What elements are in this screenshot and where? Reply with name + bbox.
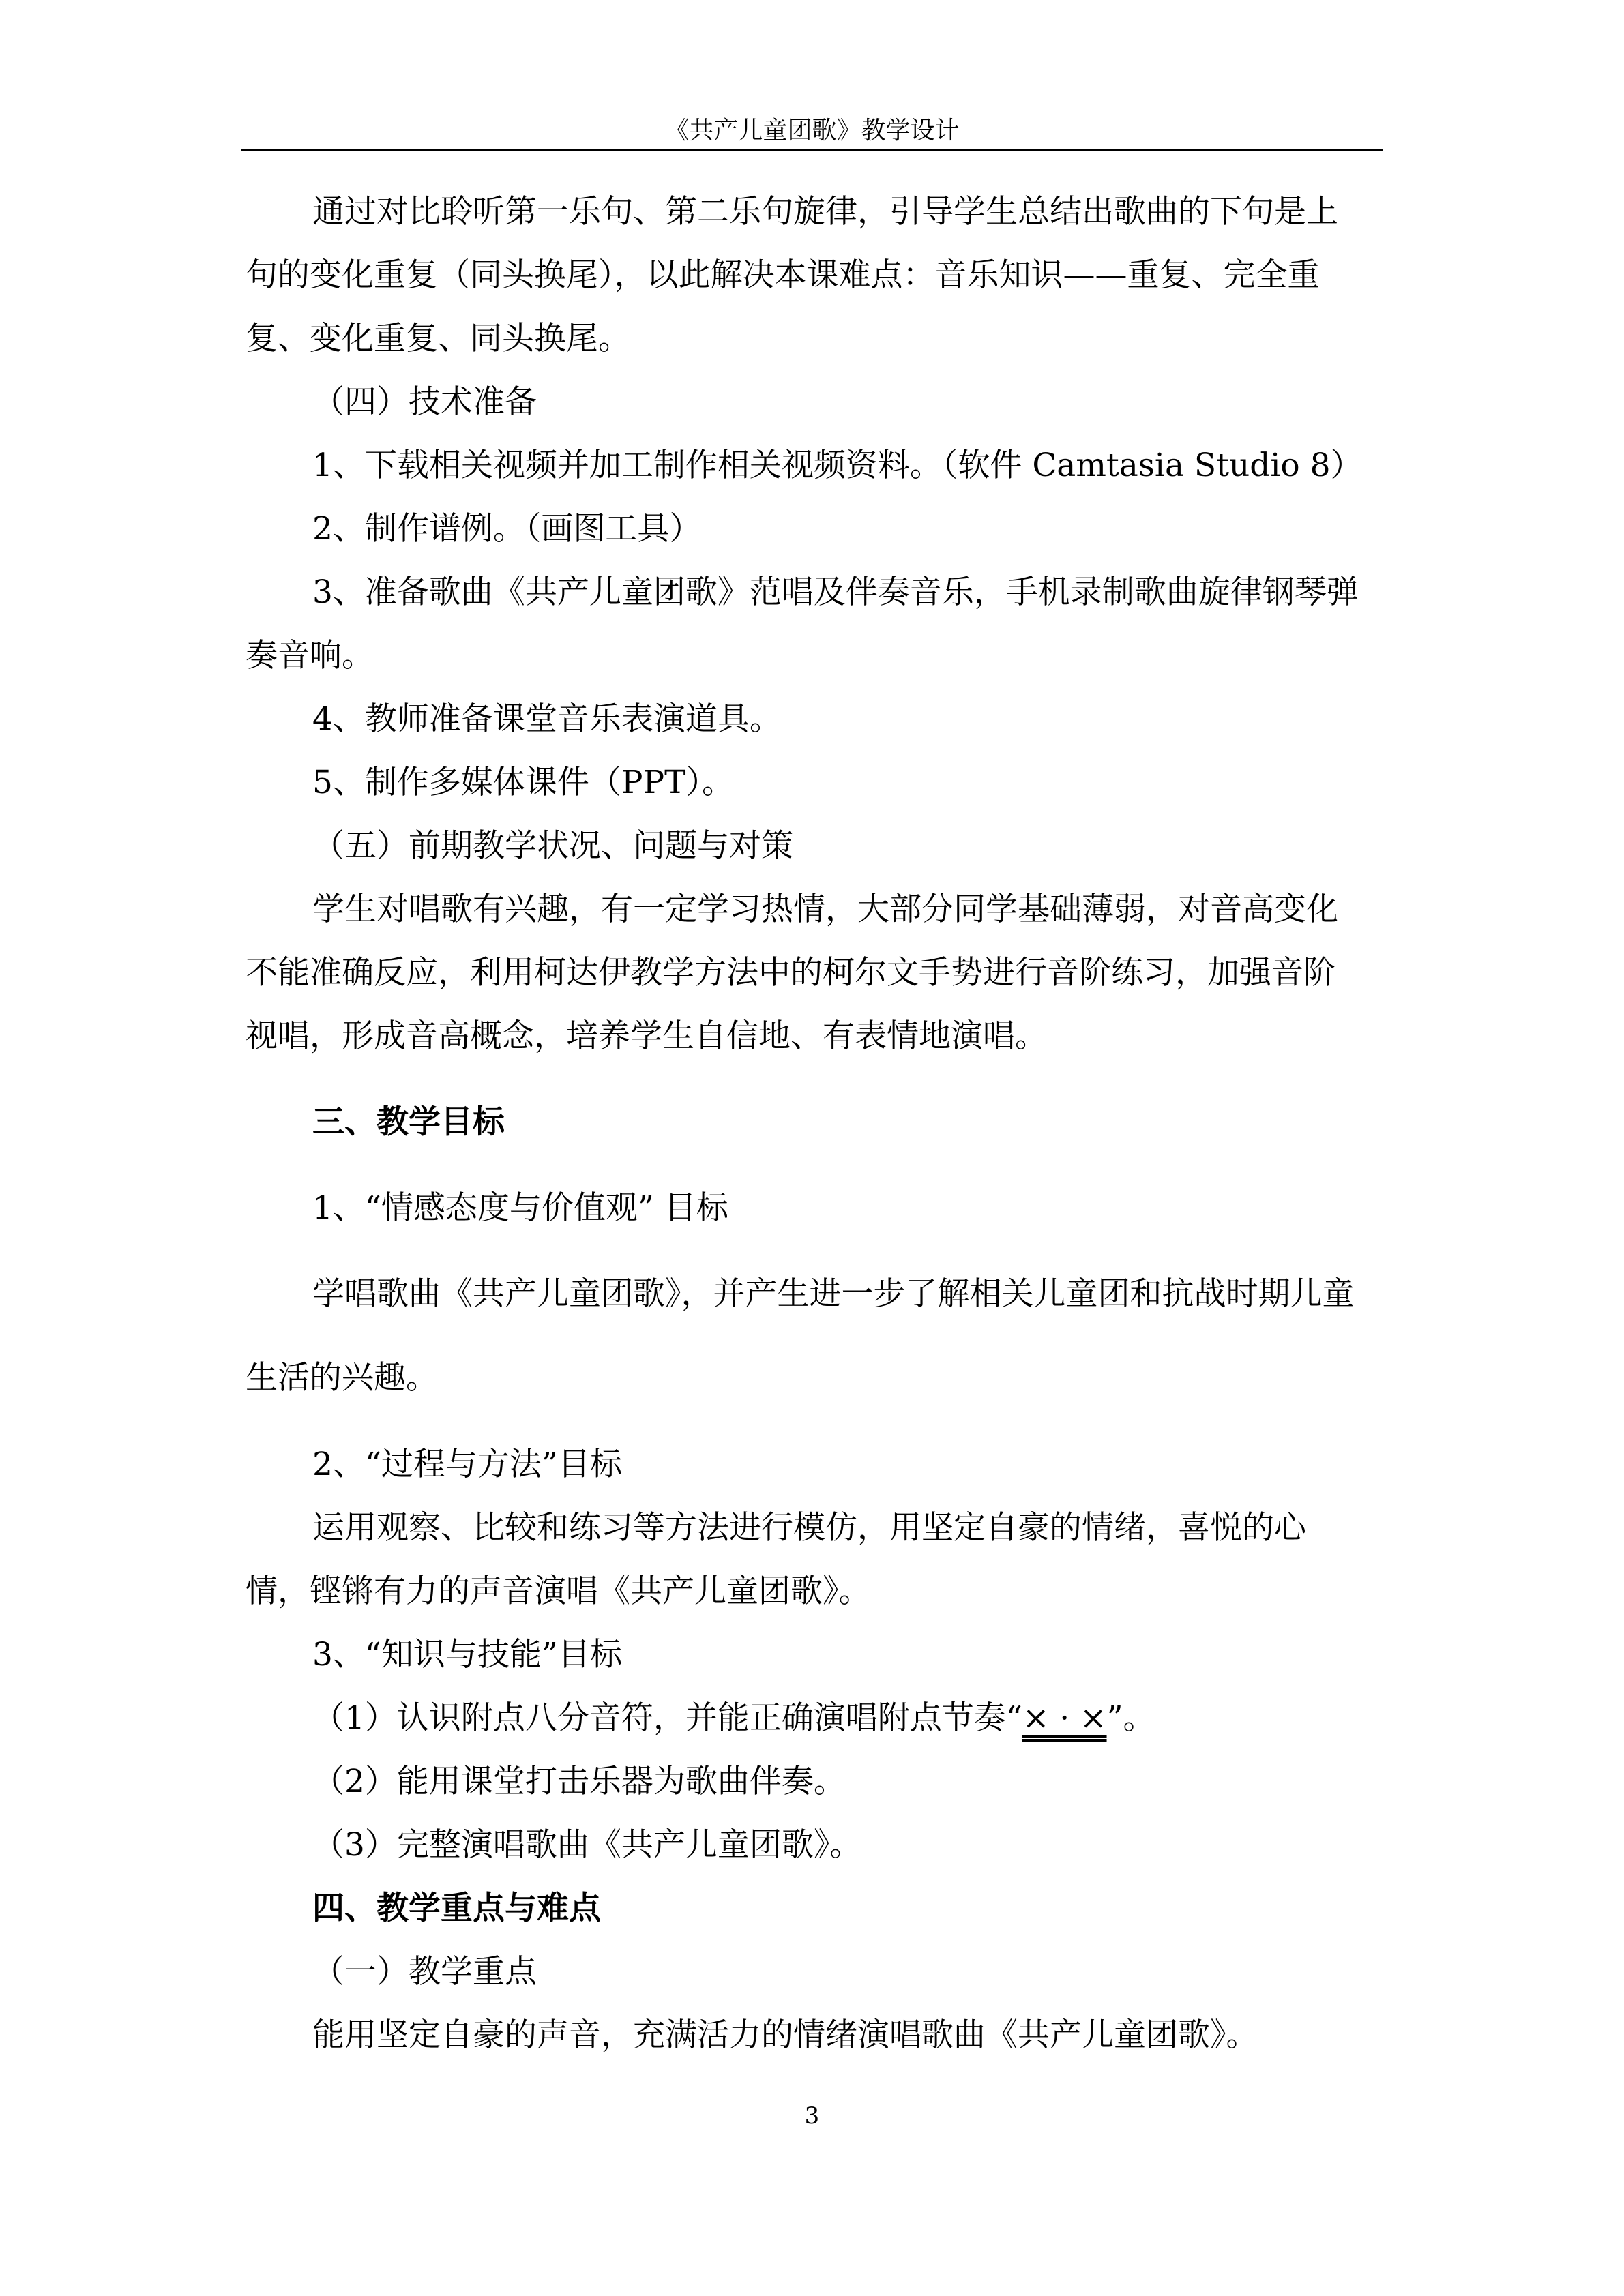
section-heading: 三、教学目标 bbox=[312, 1103, 505, 1141]
subsection-heading: （四）技术准备 bbox=[312, 383, 537, 421]
goal-item: （2）能用课堂打击乐器为歌曲伴奏。 bbox=[312, 1763, 846, 1800]
paragraph-line: 运用观察、比较和练习等方法进行模仿，用坚定自豪的情绪，喜悦的心 bbox=[312, 1509, 1306, 1547]
paragraph-line: 复、变化重复、同头换尾。 bbox=[246, 320, 630, 357]
paragraph-line: 通过对比聆听第一乐句、第二乐句旋律，引导学生总结出歌曲的下句是上 bbox=[312, 193, 1338, 230]
paragraph-line: 句的变化重复（同头换尾），以此解决本课难点：音乐知识——重复、完全重 bbox=[246, 256, 1320, 294]
paragraph-line: 不能准确反应，利用柯达伊教学方法中的柯尔文手势进行音阶练习，加强音阶 bbox=[246, 954, 1335, 992]
goal-heading: 3、“知识与技能”目标 bbox=[312, 1636, 622, 1673]
list-item: 1、下载相关视频并加工制作相关视频资料。（软件 Camtasia Studio 8） bbox=[312, 447, 1363, 484]
goal-heading: 2、“过程与方法”目标 bbox=[312, 1446, 622, 1483]
list-item: 4、教师准备课堂音乐表演道具。 bbox=[312, 700, 782, 738]
paragraph-line: 生活的兴趣。 bbox=[246, 1359, 438, 1397]
list-item: 5、制作多媒体课件（PPT）。 bbox=[312, 764, 734, 801]
goal-item bbox=[312, 1698, 1155, 1739]
paragraph-line: 能用坚定自豪的声音，充满活力的情绪演唱歌曲《共产儿童团歌》。 bbox=[312, 2016, 1258, 2054]
list-item: 2、制作谱例。（画图工具） bbox=[312, 510, 702, 548]
dotted-rhythm-notation: × · × bbox=[1022, 1699, 1107, 1737]
paragraph-line: 视唱，形成音高概念，培养学生自信地、有表情地演唱。 bbox=[246, 1017, 1047, 1055]
goal-item-text-end: ”。 bbox=[1106, 1699, 1155, 1737]
goal-item: （3）完整演唱歌曲《共产儿童团歌》。 bbox=[312, 1826, 862, 1864]
list-item-continuation: 奏音响。 bbox=[246, 637, 374, 674]
paragraph-line: 学生对唱歌有兴趣，有一定学习热情，大部分同学基础薄弱，对音高变化 bbox=[312, 891, 1338, 928]
header-divider bbox=[241, 149, 1383, 151]
subsection-heading: （一）教学重点 bbox=[312, 1953, 537, 1991]
list-item: 3、准备歌曲《共产儿童团歌》范唱及伴奏音乐，手机录制歌曲旋律钢琴弹 bbox=[312, 573, 1359, 611]
subsection-heading: （五）前期教学状况、问题与对策 bbox=[312, 827, 793, 865]
paragraph-line: 学唱歌曲《共产儿童团歌》，并产生进一步了解相关儿童团和抗战时期儿童 bbox=[312, 1275, 1355, 1313]
goal-item-text: （1）认识附点八分音符，并能正确演唱附点节奏“ bbox=[312, 1699, 1022, 1737]
section-heading: 四、教学重点与难点 bbox=[312, 1890, 601, 1927]
page-number: 3 bbox=[804, 2102, 820, 2130]
page-header-title: 《共产儿童团歌》教学设计 bbox=[664, 117, 960, 145]
goal-heading: 1、“情感态度与价值观” 目标 bbox=[312, 1189, 728, 1227]
paragraph-line: 情，铿锵有力的声音演唱《共产儿童团歌》。 bbox=[246, 1572, 871, 1610]
